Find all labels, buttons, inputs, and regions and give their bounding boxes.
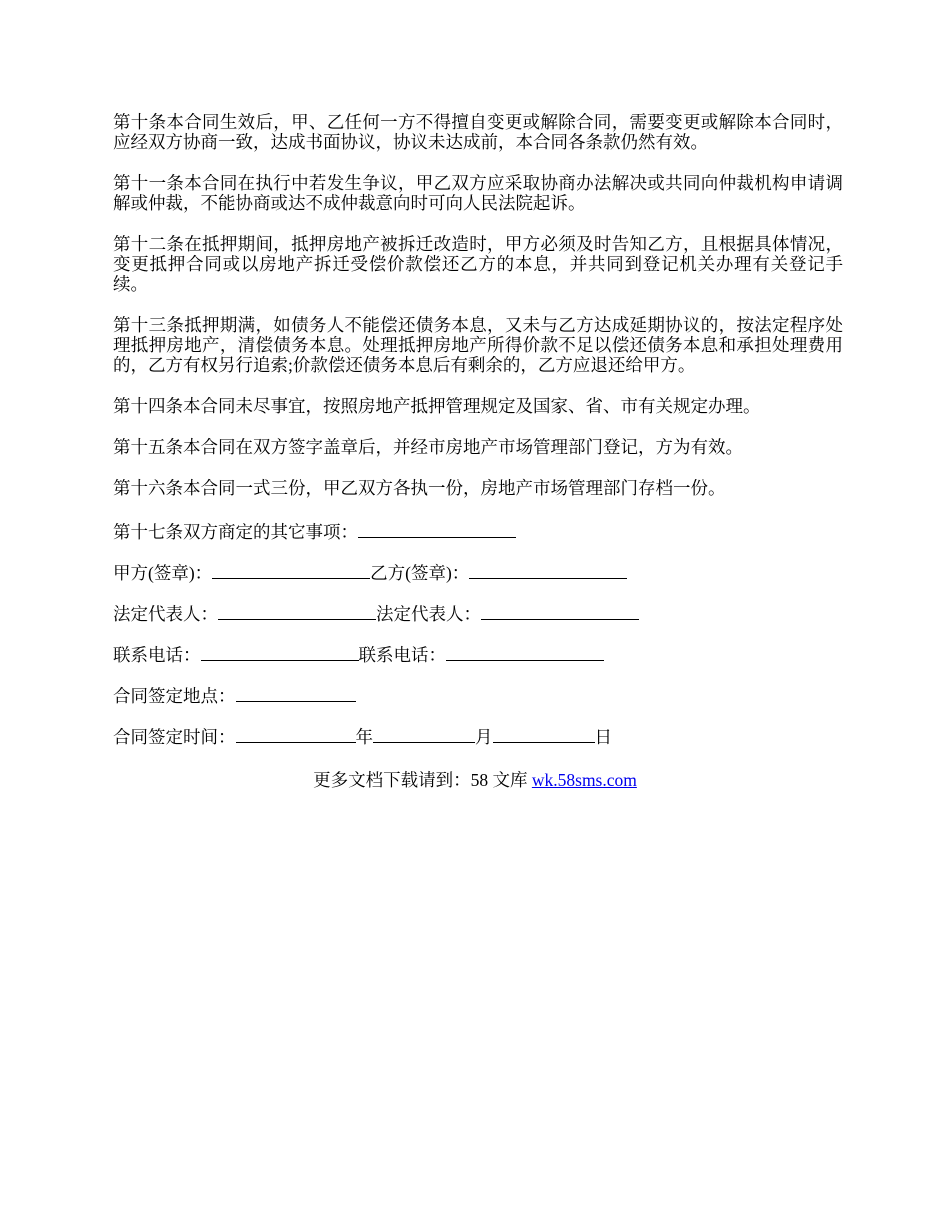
year-blank[interactable] xyxy=(236,728,356,743)
phone-a-label: 联系电话： xyxy=(113,645,201,665)
legal-rep-b-blank[interactable] xyxy=(481,605,639,620)
party-a-seal-blank[interactable] xyxy=(212,564,370,579)
party-a-seal-label: 甲方(签章)： xyxy=(113,563,213,583)
sign-time-line xyxy=(113,727,612,747)
clause-15: 第十五条本合同在双方签字盖章后，并经市房地产市场管理部门登记，方为有效。 xyxy=(113,437,743,457)
document-body xyxy=(113,112,843,747)
clause-14: 第十四条本合同未尽事宜，按照房地产抵押管理规定及国家、省、市有关规定办理。 xyxy=(113,396,761,416)
party-b-seal-blank[interactable] xyxy=(469,564,627,579)
legal-rep-a-blank[interactable] xyxy=(218,605,376,620)
footer xyxy=(0,770,950,790)
party-b-seal-label: 乙方(签章)： xyxy=(370,563,470,583)
other-matters-line xyxy=(113,522,516,542)
footer-text: 更多文档下载请到：58 文库 xyxy=(313,770,532,790)
sign-place-blank[interactable] xyxy=(236,687,356,702)
year-label: 年 xyxy=(355,727,373,747)
clause-12: 第十二条在抵押期间，抵押房地产被拆迁改造时，甲方必须及时告知乙方，且根据具体情况，变更抵押合同或以房地产拆迁受偿价款偿还乙方的本息，并共同到登记机关办理有关登记手续。 xyxy=(113,234,843,294)
month-label: 月 xyxy=(475,727,493,747)
phone-a-blank[interactable] xyxy=(201,646,359,661)
other-matters-blank[interactable] xyxy=(358,523,516,538)
phone-b-label: 联系电话： xyxy=(358,645,446,665)
sign-time-label: 合同签定时间： xyxy=(113,727,236,747)
clause-11: 第十一条本合同在执行中若发生争议，甲乙双方应采取协商办法解决或共同向仲裁机构申请调解或仲裁，不能协商或达不成仲裁意向时可向人民法院起诉。 xyxy=(113,173,843,213)
day-label: 日 xyxy=(594,727,612,747)
legal-rep-b-label: 法定代表人： xyxy=(376,604,481,624)
day-blank[interactable] xyxy=(493,728,595,743)
phone-line xyxy=(113,645,604,665)
month-blank[interactable] xyxy=(373,728,475,743)
clause-16: 第十六条本合同一式三份，甲乙双方各执一份，房地产市场管理部门存档一份。 xyxy=(113,478,726,498)
clause-13: 第十三条抵押期满，如债务人不能偿还债务本息，又未与乙方达成延期协议的，按法定程序处理抵押房地产，清偿债务本息。处理抵押房地产所得价款不足以偿还债务本息和承担处理费用的，乙方有权另行追索;价款偿还债务本息后有剩余的，乙方应退还给甲方。 xyxy=(113,315,843,375)
legal-rep-line xyxy=(113,604,639,624)
seal-line xyxy=(113,563,627,583)
legal-rep-a-label: 法定代表人： xyxy=(113,604,218,624)
sign-place-line xyxy=(113,686,356,706)
clause-10: 第十条本合同生效后，甲、乙任何一方不得擅自变更或解除合同，需要变更或解除本合同时，应经双方协商一致，达成书面协议，协议未达成前，本合同各条款仍然有效。 xyxy=(113,112,843,152)
phone-b-blank[interactable] xyxy=(446,646,604,661)
sign-place-label: 合同签定地点： xyxy=(113,686,236,706)
other-matters-label: 第十七条双方商定的其它事项： xyxy=(113,522,358,542)
footer-link[interactable]: wk.58sms.com xyxy=(531,770,637,790)
